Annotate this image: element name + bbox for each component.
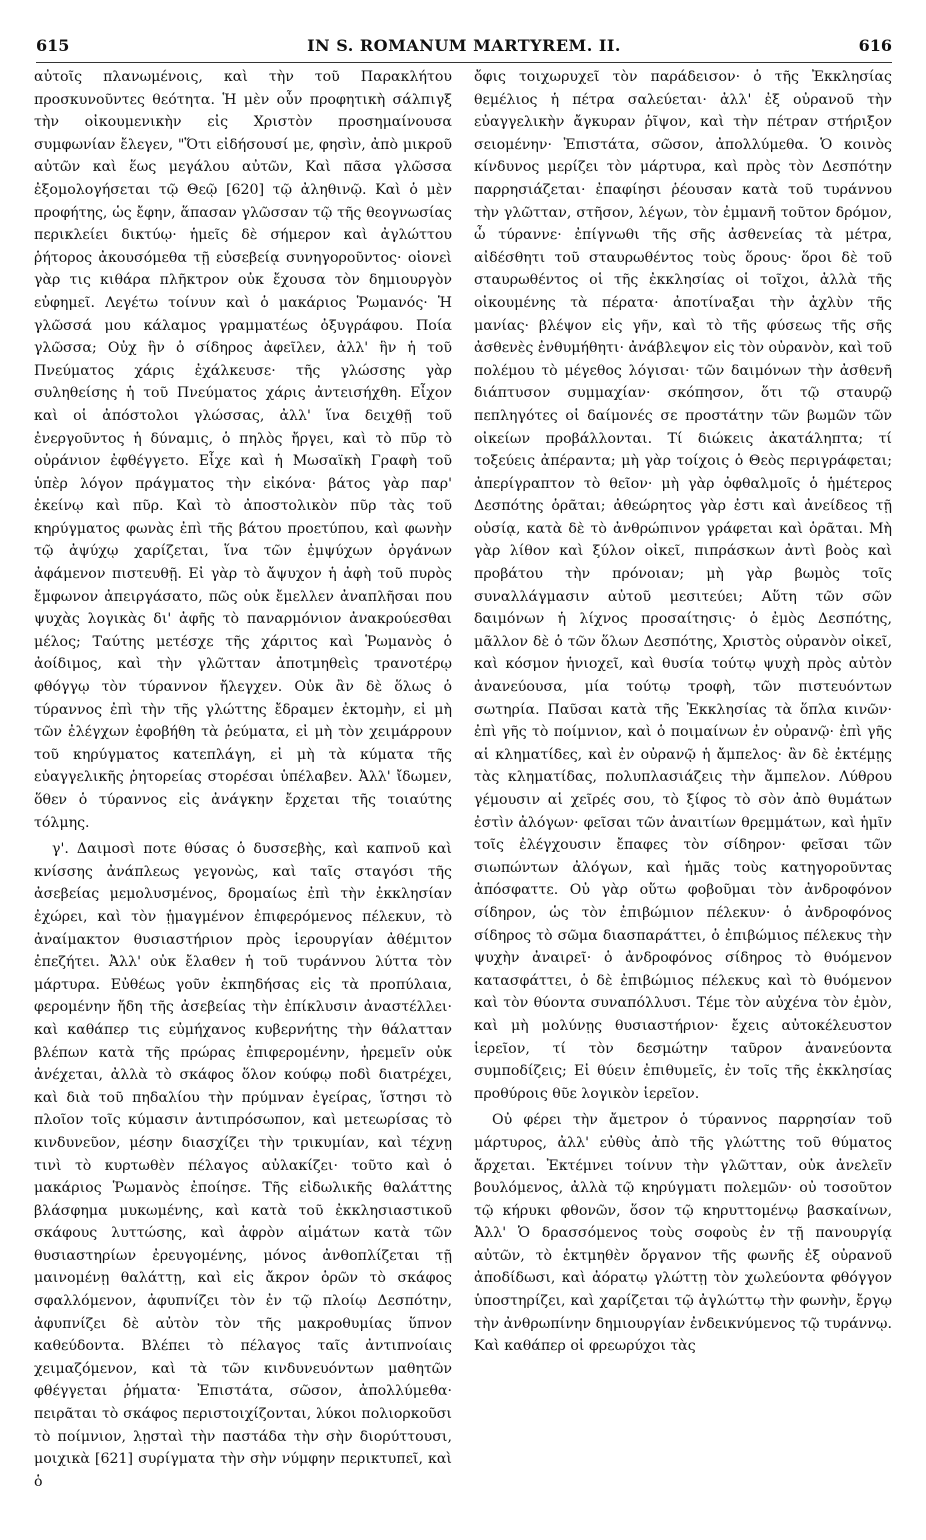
right-paragraph-2: Οὐ φέρει τὴν ἄμετρον ὁ τύραννος παρρησίαν τοῦ μάρτυρος, ἀλλ' εὐθὺς ἀπὸ τῆς γλώττης τοῦ θύματος ἄρχεται. Ἐκτέμνει τοίνυν τὴν γλῶτταν, οὐκ ἀνελεῖν βουλόμενος, ἀλλὰ τῷ κηρύγματι πολεμῶν· οὐ τοσοῦτον τῷ κήρυκι φθονῶν, ὅσον τῷ κηρυττομένῳ βασκαίνων, Ἀλλ' Ὁ δρασσόμενος τοὺς σοφοὺς ἐν τῇ πανουργίᾳ αὐτῶν, τὸ ἐκτμηθὲν ὄργανον τῆς φωνῆς ἐξ οὐρανοῦ ἀποδίδωσι, καὶ ἀόρατῳ γλώττῃ τὸν χωλεύοντα φθόγγον ὑποστηρίζει, καὶ χαρίζεται τῷ ἀγλώττῳ τὴν φωνὴν, ἔργῳ τὴν ἀνθρωπίνην δημιουργίαν ἐνδεικνύμενος τῷ τυράννῳ. Καὶ καθάπερ οἱ φρεωρύχοι τὰς [474, 1112, 892, 1355]
left-paragraph-2: γ'. Δαιμοσὶ ποτε θύσας ὁ δυσσεβὴς, καὶ καπνοῦ καὶ κνίσσης ἀνάπλεως γεγονὼς, καὶ ταῖς σταγόσι τῆς ἀσεβείας μεμολυσμένος, δρομαίως ἐπὶ τὴν ἐκκλησίαν ἐχώρει, καὶ τὸν ᾑμαγμένον ἐπιφερόμενος πέλεκυν, τὸ ἀναίμακτον θυσιαστήριον πρὸς ἱερουργίαν ἀθέμιτον ἐπεζήτει. Ἀλλ' οὐκ ἔλαθεν ἡ τοῦ τυράννου λύττα τὸν μάρτυρα. Εὐθέως γοῦν ἐκπηδήσας εἰς τὰ προπύλαια, φερομένην ἤδη τῆς ἀσεβείας τὴν ἐπίκλυσιν ἀναστέλλει· καὶ καθάπερ τις εὐμήχανος κυβερνήτης τὴν θάλατταν βλέπων κατὰ τῆς πρώρας ἐπιφερομένην, ἠρεμεῖν οὐκ ἀνέχεται, ἀλλὰ τὸ σκάφος ὅλον κούφῳ ποδὶ διατρέχει, καὶ διὰ τοῦ πηδαλίου τὴν πρύμναν ἐγείρας, ἵστησι τὸ πλοῖον τοῖς κύμασιν ἀντιπρόσωπον, καὶ μετεωρίσας τὸ κινδυνεῦον, μέσην διασχίζει τὴν τρικυμίαν, καὶ τέχνῃ τινὶ τὸ κυρτωθὲν πέλαγος αὐλακίζει· τοῦτο καὶ ὁ μακάριος Ῥωμανὸς ἐποίησε. Τῆς εἰδωλικῆς θαλάττης βλάσφημα μυκωμένης, καὶ κατὰ τοῦ ἐκκλησιαστικοῦ σκάφους λυττώσης, καὶ ἀφρὸν αἱμάτων κατὰ τῶν θυσιαστηρίων ἐρευγομένης, μόνος ἀνθοπλίζεται τῇ μαινομένῃ θαλάττῃ, καὶ εἰς ἄκρον ὁρῶν τὸ σκάφος σφαλλόμενον, ἀφυπνίζει τὸν ἐν τῷ πλοίῳ Δεσπότην, ἀφυπνίζει δὲ αὐτὸν τὸν τῆς μακροθυμίας ὕπνον καθεύδοντα. Βλέπει τὸ πέλαγος ταῖς ἀντιπνοίαις χειμαζόμενον, καὶ τὰ τῶν κινδυνευόντων μαθητῶν φθέγγεται ῥήματα· Ἐπιστάτα, σῶσον, ἀπολλύμεθα· πειρᾶται τὸ σκάφος περιστοιχίζονται, λύκοι πολιορκοῦσι τὸ ποίμνιον, λῃσταὶ τὴν παστάδα τὴν σὴν διορύττουσι, μοιχικὰ [621] συρίγματα τὴν σὴν νύμφην περικτυπεῖ, καὶ ὁ [34, 841, 452, 1490]
left-column [34, 66, 452, 1493]
page-number-right: 616 [858, 36, 892, 55]
page-number-left: 615 [36, 36, 70, 55]
page-header [36, 36, 892, 62]
left-paragraph-1: αὐτοῖς πλανωμένοις, καὶ τὴν τοῦ Παρακλήτου προσκυνοῦντες θεότητα. Ἡ μὲν οὖν προφητικὴ σάλπιγξ τὴν οἰκουμενικὴν εἰς Χριστὸν προσημαίνουσα συμφωνίαν ἔλεγεν, "Ὅτι εἰδήσουσί με, φησὶν, ἀπὸ μικροῦ αὐτῶν καὶ ἕως μεγάλου αὐτῶν, Καὶ πᾶσα γλῶσσα ἐξομολογήσεται τῷ Θεῷ [620] τῷ ἀληθινῷ. Καὶ ὁ μὲν προφήτης, ὡς ἔφην, ἅπασαν γλῶσσαν τῷ τῆς θεογνωσίας περικλείει δικτύῳ· ἡμεῖς δὲ σήμερον καὶ ἀγλώττου ῥήτορος ἀκουσόμεθα τῇ εὐσεβείᾳ συνηγοροῦντος· οἱονεὶ γὰρ τις κιθάρα πλῆκτρον οὐκ ἔχουσα τὸν δημιουργὸν εὐφημεῖ. Λεγέτω τοίνυν καὶ ὁ μακάριος Ῥωμανός· Ἡ γλῶσσά μου κάλαμος γραμματέως ὀξυγράφου. Ποία γλῶσσα; Οὐχ ἣν ὁ σίδηρος ἀφεῖλεν, ἀλλ' ἣν ἡ τοῦ Πνεύματος χάρις ἐχάλκευσε· τῆς γλώσσης γὰρ συληθείσης ἡ τοῦ Πνεύματος χάρις ἀντεισήχθη. Εἶχον καὶ οἱ ἀπόστολοι γλώσσας, ἀλλ' ἵνα δειχθῇ τοῦ ἐνεργοῦντος ἡ δύναμις, ὁ πηλὸς ἤργει, καὶ τὸ πῦρ τὸ οὐράνιον ἐφθέγγετο. Εἶχε καὶ ἡ Μωσαϊκὴ Γραφὴ τοῦ ὑπὲρ λόγον πράγματος τὴν εἰκόνα· βάτος γὰρ παρ' ἐκείνῳ καὶ πῦρ. Καὶ τὸ ἀποστολικὸν πῦρ τὰς τοῦ κηρύγματος φωνὰς ἐπὶ τῆς βάτου προετύπου, καὶ φωνὴν τῷ ἀψύχῳ χαρίζεται, ἵνα τῶν ἐμψύχων ὀργάνων ἀφάμενον πιστευθῇ. Εἰ γὰρ τὸ ἄψυχον ἡ ἀφὴ τοῦ πυρὸς ἔμφωνον ἀπειργάσατο, πῶς οὐκ ἔμελλεν ἀναπλῆσαι που ψυχὰς λογικὰς δι' ἀφῆς τὸ παναρμόνιον ἀνακρούεσθαι μέλος; Ταύτης μετέσχε τῆς χάριτος καὶ Ῥωμανὸς ὁ ἀοίδιμος, καὶ τὴν γλῶτταν ἀποτμηθεὶς τρανοτέρῳ φθόγγῳ τὸν τύραννον ἤλεγχεν. Οὐκ ἂν δὲ ὅλως ὁ τύραννος ἐπὶ τὴν τῆς γλώττης ἔδραμεν ἐκτομὴν, εἰ μὴ τῶν ἐλέγχων ἐφοβήθη τὰ ῥεύματα, εἰ μὴ τὸν χειμάρρουν τοῦ κηρύγματος κατεπλάγη, εἰ μὴ τὰ κύματα τῆς εὐαγγελικῆς ῥητορείας στορέσαι ὑπέλαβεν. Ἀλλ' ἴδωμεν, ὅθεν ὁ τύραννος εἰς ἀνάγκην ἔρχεται τῆς τοιαύτης τόλμης. [34, 69, 452, 831]
right-paragraph-1: ὄφις τοιχωρυχεῖ τὸν παράδεισον· ὁ τῆς Ἐκκλησίας θεμέλιος ἡ πέτρα σαλεύεται· ἀλλ' ἐξ οὐρανοῦ τὴν εὐαγγελικὴν ἄγκυραν ῥῖψον, καὶ τὴν πέτραν στήριξον σειομένην· Ἐπιστάτα, σῶσον, ἀπολλύμεθα. Ὁ κοινὸς κίνδυνος μερίζει τὸν μάρτυρα, καὶ πρὸς τὸν Δεσπότην παρρησιάζεται· ἐπαφίησι ῥέουσαν κατὰ τοῦ τυράννου τὴν γλῶτταν, στῆσον, λέγων, τὸν ἐμμανῆ τοῦτον δρόμον, ὦ τύραννε· ἐπίγνωθι τῆς σῆς ἀσθενείας τὰ μέτρα, αἰδέσθητι τοῦ σταυρωθέντος τοὺς ὅρους· ὅροι δὲ τοῦ σταυρωθέντος οἱ τῆς ἐκκλησίας οἱ τοῖχοι, ἀλλὰ τῆς οἰκουμένης τὰ πέρατα· ἀποτίναξαι τὴν ἀχλὺν τῆς μανίας· βλέψον εἰς γῆν, καὶ τὸ τῆς φύσεως τῆς σῆς ἀσθενὲς ἐνθυμήθητι· ἀνάβλεψον εἰς τὸν οὐρανὸν, καὶ τοῦ πολέμου τὸ μέγεθος λόγισαι· τῶν δαιμόνων τὴν ἀσθενῆ διάπτυσον συμμαχίαν· σκόπησον, ὅτι τῷ σταυρῷ πεπληγότες οἱ δαίμονές σε προστάτην τῶν βωμῶν τῶν οἰκείων προβάλλονται. Τί διώκεις ἀκατάληπτα; τί τοξεύεις ἀπέραντα; μὴ γὰρ τοίχοις ὁ Θεὸς περιγράφεται; ἀπερίγραπτον τὸ θεῖον· μὴ γὰρ ὀφθαλμοῖς ὁ ἡμέτερος Δεσπότης ὁρᾶται; ἀθεώρητος γὰρ ἐστι καὶ ἀνείδεος τῇ οὐσίᾳ, κατὰ δὲ τὸ ἀνθρώπινον γράφεται καὶ ὁρᾶται. Μὴ γὰρ λίθον καὶ ξύλον οἰκεῖ, πιπράσκων ἀντὶ βοὸς καὶ προβάτου τὴν πρόνοιαν; μὴ γὰρ βωμὸς τοῖς συναλλάγμασιν αὐτοῦ μεσιτεύει; Αὕτη τῶν σῶν δαιμόνων ἡ λίχνος προσαίτησις· ὁ ἐμὸς Δεσπότης, μᾶλλον δὲ ὁ τῶν ὅλων Δεσπότης, Χριστὸς οὐρανὸν οἰκεῖ, καὶ κόσμον ἡνιοχεῖ, καὶ θυσία τούτῳ ψυχὴ πρὸς αὐτὸν ἀνανεύουσα, μία τούτῳ τροφὴ, τῶν πιστευόντων σωτηρία. Παῦσαι κατὰ τῆς Ἐκκλησίας τὰ ὅπλα κινῶν· ἐπὶ γῆς τὸ ποίμνιον, καὶ ὁ ποιμαίνων ἐν οὐρανῷ· ἐπὶ γῆς αἱ κληματίδες, καὶ ἐν οὐρανῷ ἡ ἄμπελος· ἂν δὲ ἐκτέμῃς τὰς κληματίδας, πολυπλασιάζεις τὴν ἄμπελον. Λύθρου γέμουσιν αἱ χεῖρές σου, τὸ ξίφος τὸ σὸν ἀπὸ θυμάτων ἐστὶν ἀλόγων· φεῖσαι τῶν ἀναιτίων θρεμμάτων, καὶ ἡμῖν τοῖς ἐλέγχουσιν ἔπαφες τὸν σίδηρον· φεῖσαι τῶν σιωπώντων ἀλόγων, καὶ ἡμᾶς τοὺς κατηγοροῦντας ἀπόσφαττε. Οὐ γὰρ οὕτω φοβοῦμαι τὸν ἀνδροφόνον σίδηρον, ὡς τὸν ἐπιβώμιον πέλεκυν· ὁ ἀνδροφόνος σίδηρος τὸ σῶμα διασπαράττει, ὁ ἐπιβώμιος πέλεκυς τὴν ψυχὴν ἀναιρεῖ· ὁ ἀνδροφόνος σίδηρος τὸ θυόμενον κατασφάττει, ὁ δὲ ἐπιβώμιος πέλεκυς καὶ τὸ θυόμενον καὶ τὸν θύοντα συναπόλλυσι. Τέμε τὸν αὐχένα τὸν ἐμὸν, καὶ μὴ μολύνῃς θυσιαστήριον· ἔχεις αὐτοκέλευστον ἱερεῖον, τί τὸν δεσμώτην ταῦρον ἀνανεύοντα συμποδίζεις; Εἰ θύειν ἐπιθυμεῖς, ἐν τοῖς τῆς ἐκκλησίας προθύροις θῦε λογικὸν ἱερεῖον. [474, 69, 892, 1102]
running-title: IN S. ROMANUM MARTYREM. II. [307, 36, 621, 55]
header-rule [36, 62, 892, 63]
right-column [474, 66, 892, 1358]
